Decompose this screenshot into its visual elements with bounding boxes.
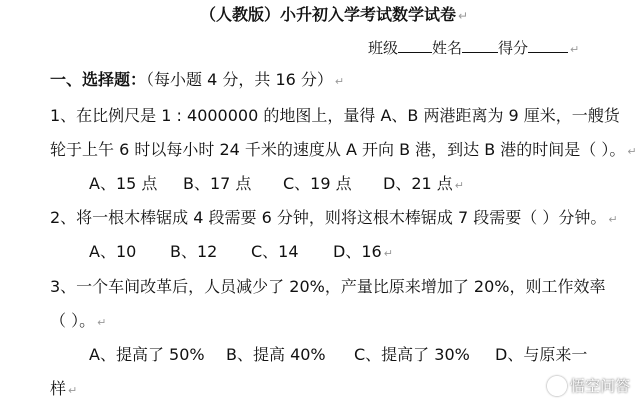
score-blank: [528, 38, 568, 53]
paragraph-mark-icon: ↵: [608, 213, 618, 226]
question-1-text: 1、在比例尺是 1 : 4000000 的地图上，量得 A、B 两港距离为 9 厘米，一艘货: [50, 106, 620, 125]
q2-option-d: [333, 241, 393, 265]
score-label: 得分: [498, 39, 529, 57]
question-1-line-1: [50, 105, 620, 127]
q2-option-a: A、10: [89, 242, 137, 261]
q2-option-d-text: D、16: [333, 242, 382, 261]
paragraph-mark-icon: ↵: [627, 145, 637, 158]
wukong-logo-icon: [547, 376, 567, 396]
question-3-line-2: [50, 310, 106, 334]
watermark: [547, 375, 630, 396]
name-label: 姓名: [432, 39, 463, 57]
question-3-text: 3、一个车间改革后，人员减少了 20%，产量比原来增加了 20%，则工作效率: [50, 277, 606, 296]
q1-option-c: C、19 点: [283, 174, 352, 193]
question-1-line-2: [50, 139, 637, 163]
question-2-text: 2、将一根木棒锯成 4 段需要 6 分钟，则将这根木棒锯成 7 段需要（ ）分钟。: [50, 208, 607, 227]
question-1-text-cont: 轮于上午 6 时以每小时 24 千米的速度从 A 开向 B 港，到达 B 港的时间是（ ）。: [50, 140, 626, 159]
exam-title-text: （人教版）小升初入学考试数学试卷: [200, 5, 457, 24]
paragraph-mark-icon: ↵: [334, 75, 345, 88]
paragraph-mark-icon: ↵: [68, 384, 78, 397]
q1-option-d-text: D、21 点: [383, 174, 453, 193]
paragraph-mark-icon: ↵: [454, 179, 464, 192]
q1-option-b: B、17 点: [183, 174, 252, 193]
section-title: 一、选择题：: [50, 70, 147, 89]
student-info-fields: [368, 38, 579, 60]
paragraph-mark-icon: ↵: [458, 9, 469, 23]
q3-option-b: B、提高 40%: [226, 345, 326, 364]
q2-option-b: B、12: [170, 242, 218, 261]
name-blank: [462, 38, 498, 53]
question-2-line-1: [50, 207, 618, 231]
watermark-text: 悟空问答: [569, 377, 630, 395]
class-blank: [398, 38, 432, 53]
question-3-line-3: [50, 378, 77, 402]
q1-option-a: A、15 点: [89, 174, 158, 193]
q2-option-c: C、14: [251, 242, 299, 261]
class-label: 班级: [368, 39, 399, 57]
paragraph-mark-icon: ↵: [383, 247, 393, 260]
q1-option-d: [383, 173, 464, 197]
paragraph-mark-icon: ↵: [97, 316, 107, 329]
q3-option-d: D、与原来一: [495, 345, 588, 364]
paragraph-mark-icon: ↵: [570, 43, 580, 56]
q3-option-d-cont: 样: [50, 379, 67, 398]
q3-option-a: A、提高了 50%: [89, 345, 205, 364]
exam-title: [200, 4, 468, 27]
question-3-text-cont: （ ）。: [50, 311, 96, 330]
q3-option-c: C、提高了 30%: [354, 345, 470, 364]
question-3-line-1: [50, 276, 605, 298]
section-heading: [50, 69, 344, 93]
section-note: （每小题 4 分，共 16 分）: [146, 70, 333, 89]
